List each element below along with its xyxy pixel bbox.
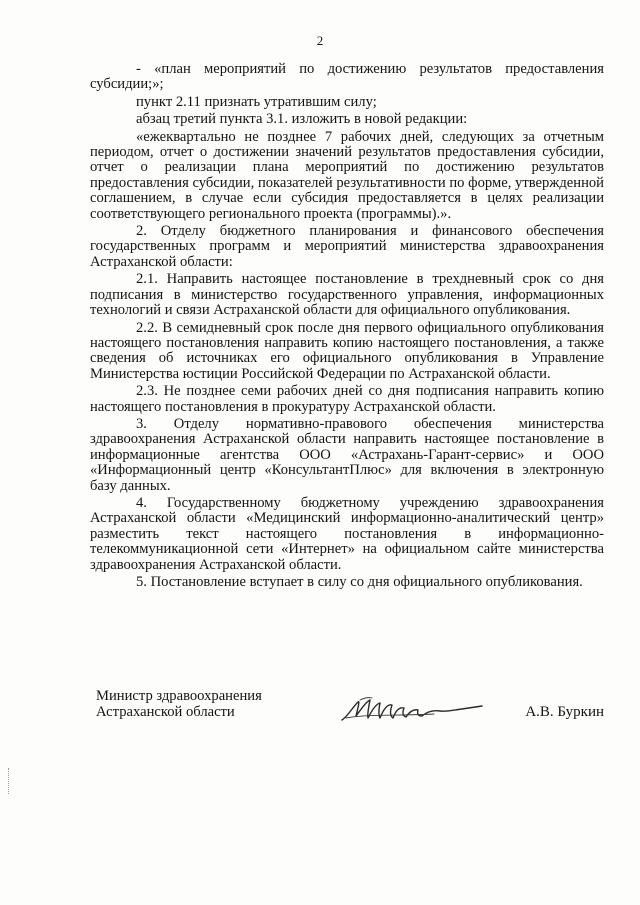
signatory-title xyxy=(96,688,262,720)
paragraph: 3. Отделу нормативно-правового обеспечения министерства здравоохранения Астраханской области направить настоящее постановление в информационные агентства ООО «Астрахань-Гарант-сервис» и ООО «Информационный центр «КонсультантПлюс» для включения в электронную базу данных. xyxy=(90,415,604,494)
signature-block xyxy=(90,688,604,738)
paragraph: 2. Отделу бюджетного планирования и финансового обеспечения государственных программ и мероприятий министерства здравоохранения Астраханской области: xyxy=(90,223,604,270)
handwritten-signature-icon xyxy=(338,694,488,728)
paragraph: 2.3. Не позднее семи рабочих дней со дня подписания направить копию настоящего постановления в прокуратуру Астраханской области. xyxy=(90,383,604,415)
scan-margin-mark xyxy=(8,768,10,794)
paragraph: 2.1. Направить настоящее постановление в трехдневный срок со дня подписания в министерство государственного управления, информационных технологий и связи Астраханской области для официального опубликования. xyxy=(90,271,604,319)
paragraph: «ежеквартально не позднее 7 рабочих дней, следующих за отчетным периодом, отчет о достижении значений результатов предоставления субсидии, отчет о реализации плана мероприятий по достижению результатов предоставления субсидии, показателей результативности по форме, утвержденной соглашением, в случае если субсидия предоставляется в целях реализации соответствующего регионального проекта (программы).». xyxy=(90,128,604,222)
document-body xyxy=(90,62,604,590)
signatory-title-line: Астраханской области xyxy=(96,704,235,720)
paragraph: 4. Государственному бюджетному учреждению здравоохранения Астраханской области «Медицинский информационно-аналитический центр» разместить текст настоящего постановления в информационно-телекоммуникационной сети «Интернет» на официальном сайте министерства здравоохранения Астраханской области. xyxy=(90,494,604,573)
paragraph: пункт 2.11 признать утратившим силу; xyxy=(136,93,377,110)
signatory-title-line: Министр здравоохранения xyxy=(96,688,262,704)
paragraph: 2.2. В семидневный срок после дня первого официального опубликования настоящего постановления направить копию настоящего постановления, а также сведения об источниках его официального опубликования в Управление Министерства юстиции Российской Федерации по Астраханской области. xyxy=(90,319,604,382)
signatory-name: А.В. Буркин xyxy=(525,704,604,720)
paragraph: абзац третий пункта 3.1. изложить в новой редакции: xyxy=(136,111,468,128)
page-number: 2 xyxy=(316,33,324,48)
paragraph: - «план мероприятий по достижению результатов предоставления субсидии;»; xyxy=(90,61,604,93)
paragraph: 5. Постановление вступает в силу со дня официального опубликования. xyxy=(136,574,583,590)
